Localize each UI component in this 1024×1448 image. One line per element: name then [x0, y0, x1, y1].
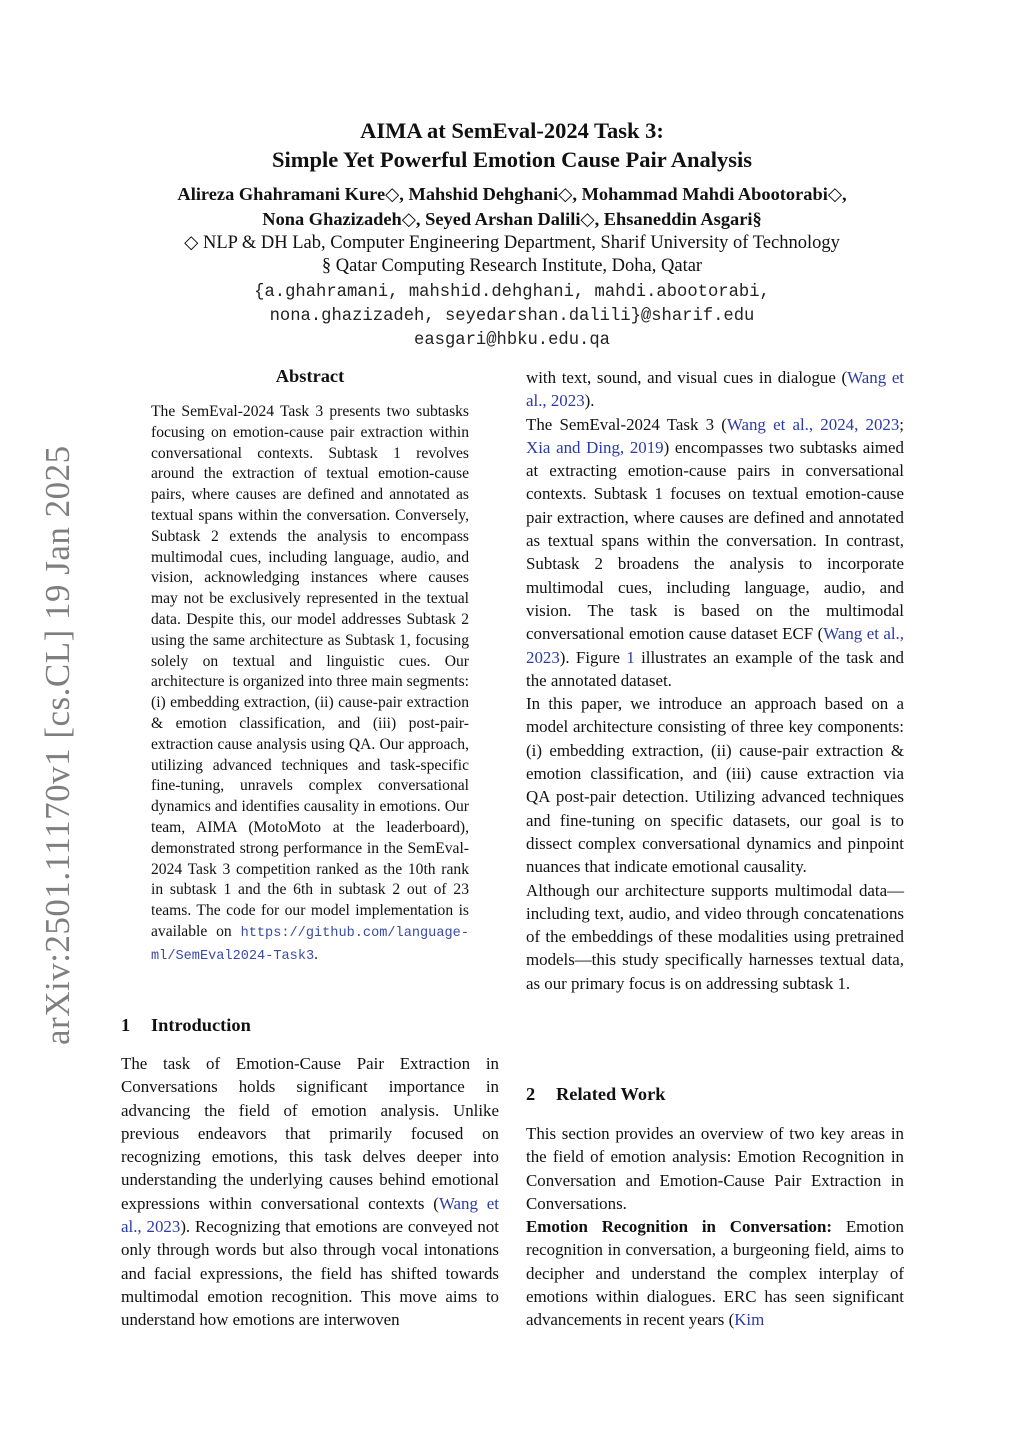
right-paragraph-1 — [526, 366, 904, 413]
paper-title-line-2: Simple Yet Powerful Emotion Cause Pair Analysis — [271, 147, 752, 172]
abstract-end: . — [314, 945, 319, 963]
related-title: Related Work — [556, 1084, 666, 1104]
citation-link[interactable]: Xia and Ding, 2019 — [526, 437, 664, 457]
abstract-heading: Abstract — [275, 366, 345, 386]
authors-line-1: Alireza Ghahramani Kure◇, Mahshid Dehghani◇, Mohammad Mahdi Abootorabi◇, — [177, 184, 847, 204]
intro-heading — [121, 1015, 251, 1036]
intro-body — [121, 1052, 499, 1332]
paper-title-line-1: AIMA at SemEval-2024 Task 3: — [360, 118, 664, 143]
right-p2-text-b: ) encompasses two subtasks aimed at extracting emotion-cause pairs in conversational contexts. Subtask 1 focuses on textual emotion-cause pair extraction, where causes are defined and annotated as textual spans within the conversation. In contrast, Subtask 2 broadens the analysis to incorporate multimodal cues, including language, audio, and vision. The task is based on the multimodal conversational emotion cause dataset ECF ( — [526, 437, 904, 644]
erc-subheading: Emotion Recognition in Conversation: — [526, 1217, 833, 1237]
related-p2-text: Emotion recognition in conversation, a burgeoning field, aims to decipher and understand the complex interplay of emotions within dialogues. ERC has seen significant advancements in recent years ( — [526, 1217, 905, 1330]
citation-link[interactable]: Kim — [734, 1310, 765, 1330]
right-p1-end: ). — [584, 391, 595, 411]
right-p1-text: with text, sound, and visual cues in dialogue ( — [526, 368, 848, 387]
related-work-heading — [526, 1084, 666, 1105]
arxiv-identifier: arXiv:2501.11170v1 [cs.CL] 19 Jan 2025 — [38, 445, 77, 1045]
intro-text-b: ). Recognizing that emotions are conveyed not only through words but also through vocal intonations and facial expressions, the field has shifted towards multimodal emotion recognition. This move aims to understand how emotions are interwoven — [121, 1217, 500, 1330]
citation-link[interactable]: Wang et al., 2023 — [121, 1193, 499, 1237]
right-p2-text-d: illustrates an example of the task and the annotated dataset. — [526, 647, 904, 690]
right-paragraph-2 — [526, 413, 904, 693]
related-paragraph-2 — [526, 1215, 904, 1331]
abstract-body — [151, 402, 469, 968]
intro-number: 1 — [121, 1015, 131, 1035]
citation-link[interactable]: Wang et al., 2023 — [526, 624, 905, 667]
related-paragraph-1: This section provides an overview of two key areas in the field of emotion analysis: Emotion Recognition in Conversation and Emotion-Cause Pair Extraction in Conversations. — [526, 1124, 904, 1213]
intro-title: Introduction — [151, 1015, 251, 1035]
right-paragraph-3: In this paper, we introduce an approach based on a model architecture consisting of three key components: (i) embedding extraction, (ii) cause-pair extraction & emotion classification, and (iii) cause extraction via QA post-pair detection. Utilizing advanced techniques and fine-tuning on specific datasets, our goal is to dissect complex conversational dynamics and pinpoint nuances that indicate emotional causality. — [526, 694, 904, 877]
abstract-text: The SemEval-2024 Task 3 presents two subtasks focusing on emotion-cause pair extraction within conversational contexts. Subtask 1 revolves around the extraction of textual emotion-cause pairs, where causes are defined and annotated as textual spans within the conversation. Conversely, Subtask 2 extends the analysis to encompass multimodal cues, including language, audio, and vision, acknowledging instances where causes may not be exclusively represented in the textual data. Despite this, our model addresses Subtask 2 using the same architecture as Subtask 1, focusing solely on textual and linguistic cues. Our architecture is organized into three main segments: (i) embedding extraction, (ii) cause-pair extraction & emotion classification, and (iii) post-pair-extraction cause analysis using QA. Our approach, utilizing advanced techniques and task-specific fine-tuning, unravels complex conversational dynamics and identifies causality in emotions. Our team, AIMA (MotoMoto at the leaderboard), demonstrated strong performance in the SemEval-2024 Task 3 competition ranked as the 10th rank in subtask 1 and the 6th in subtask 2 out of 23 teams. The code for our model implementation is available on — [151, 403, 469, 940]
related-number: 2 — [526, 1084, 536, 1104]
intro-text-a: The task of Emotion-Cause Pair Extraction in Conversations holds significant importance in advancing the field of emotion analysis. Unlike previous endeavors that primarily focused on recognizing emotions, this task delves deeper into understanding the underlying causes behind emotional expressions within conversational contexts ( — [121, 1054, 499, 1213]
affiliation-2: § Qatar Computing Research Institute, Doha, Qatar — [321, 256, 703, 276]
right-column-body — [526, 366, 904, 995]
authors-line-2: Nona Ghazizadeh◇, Seyed Arshan Dalili◇, Ehsaneddin Asgari§ — [262, 209, 762, 229]
email-line-2: nona.ghazizadeh, seyedarshan.dalili}@sharif.edu — [269, 307, 755, 326]
code-url-link[interactable]: https://github.com/language-ml/SemEval2024-Task3 — [151, 925, 469, 964]
related-work-body — [526, 1122, 904, 1332]
email-line-3: easgari@hbku.edu.qa — [414, 331, 610, 350]
affiliation-1: ◇ NLP & DH Lab, Computer Engineering Department, Sharif University of Technology — [184, 233, 840, 253]
email-line-1: {a.ghahramani, mahshid.dehghani, mahdi.abootorabi, — [254, 283, 770, 302]
right-p2-text-c: ). Figure — [559, 647, 627, 667]
citation-link[interactable]: Wang et al., 2024, 2023 — [726, 414, 900, 434]
citation-link[interactable]: Wang et al., 2023 — [526, 368, 905, 411]
right-paragraph-4: Although our architecture supports multimodal data—including text, audio, and video through concatenations of the embeddings of these modalities using pretrained models—this study specifically harnesses textual data, as our primary focus is on addressing subtask 1. — [526, 880, 904, 993]
right-p2-text-a: The SemEval-2024 Task 3 ( — [526, 414, 727, 434]
figure-ref-link[interactable]: 1 — [626, 647, 635, 667]
right-p2-sep: ; — [899, 414, 904, 434]
